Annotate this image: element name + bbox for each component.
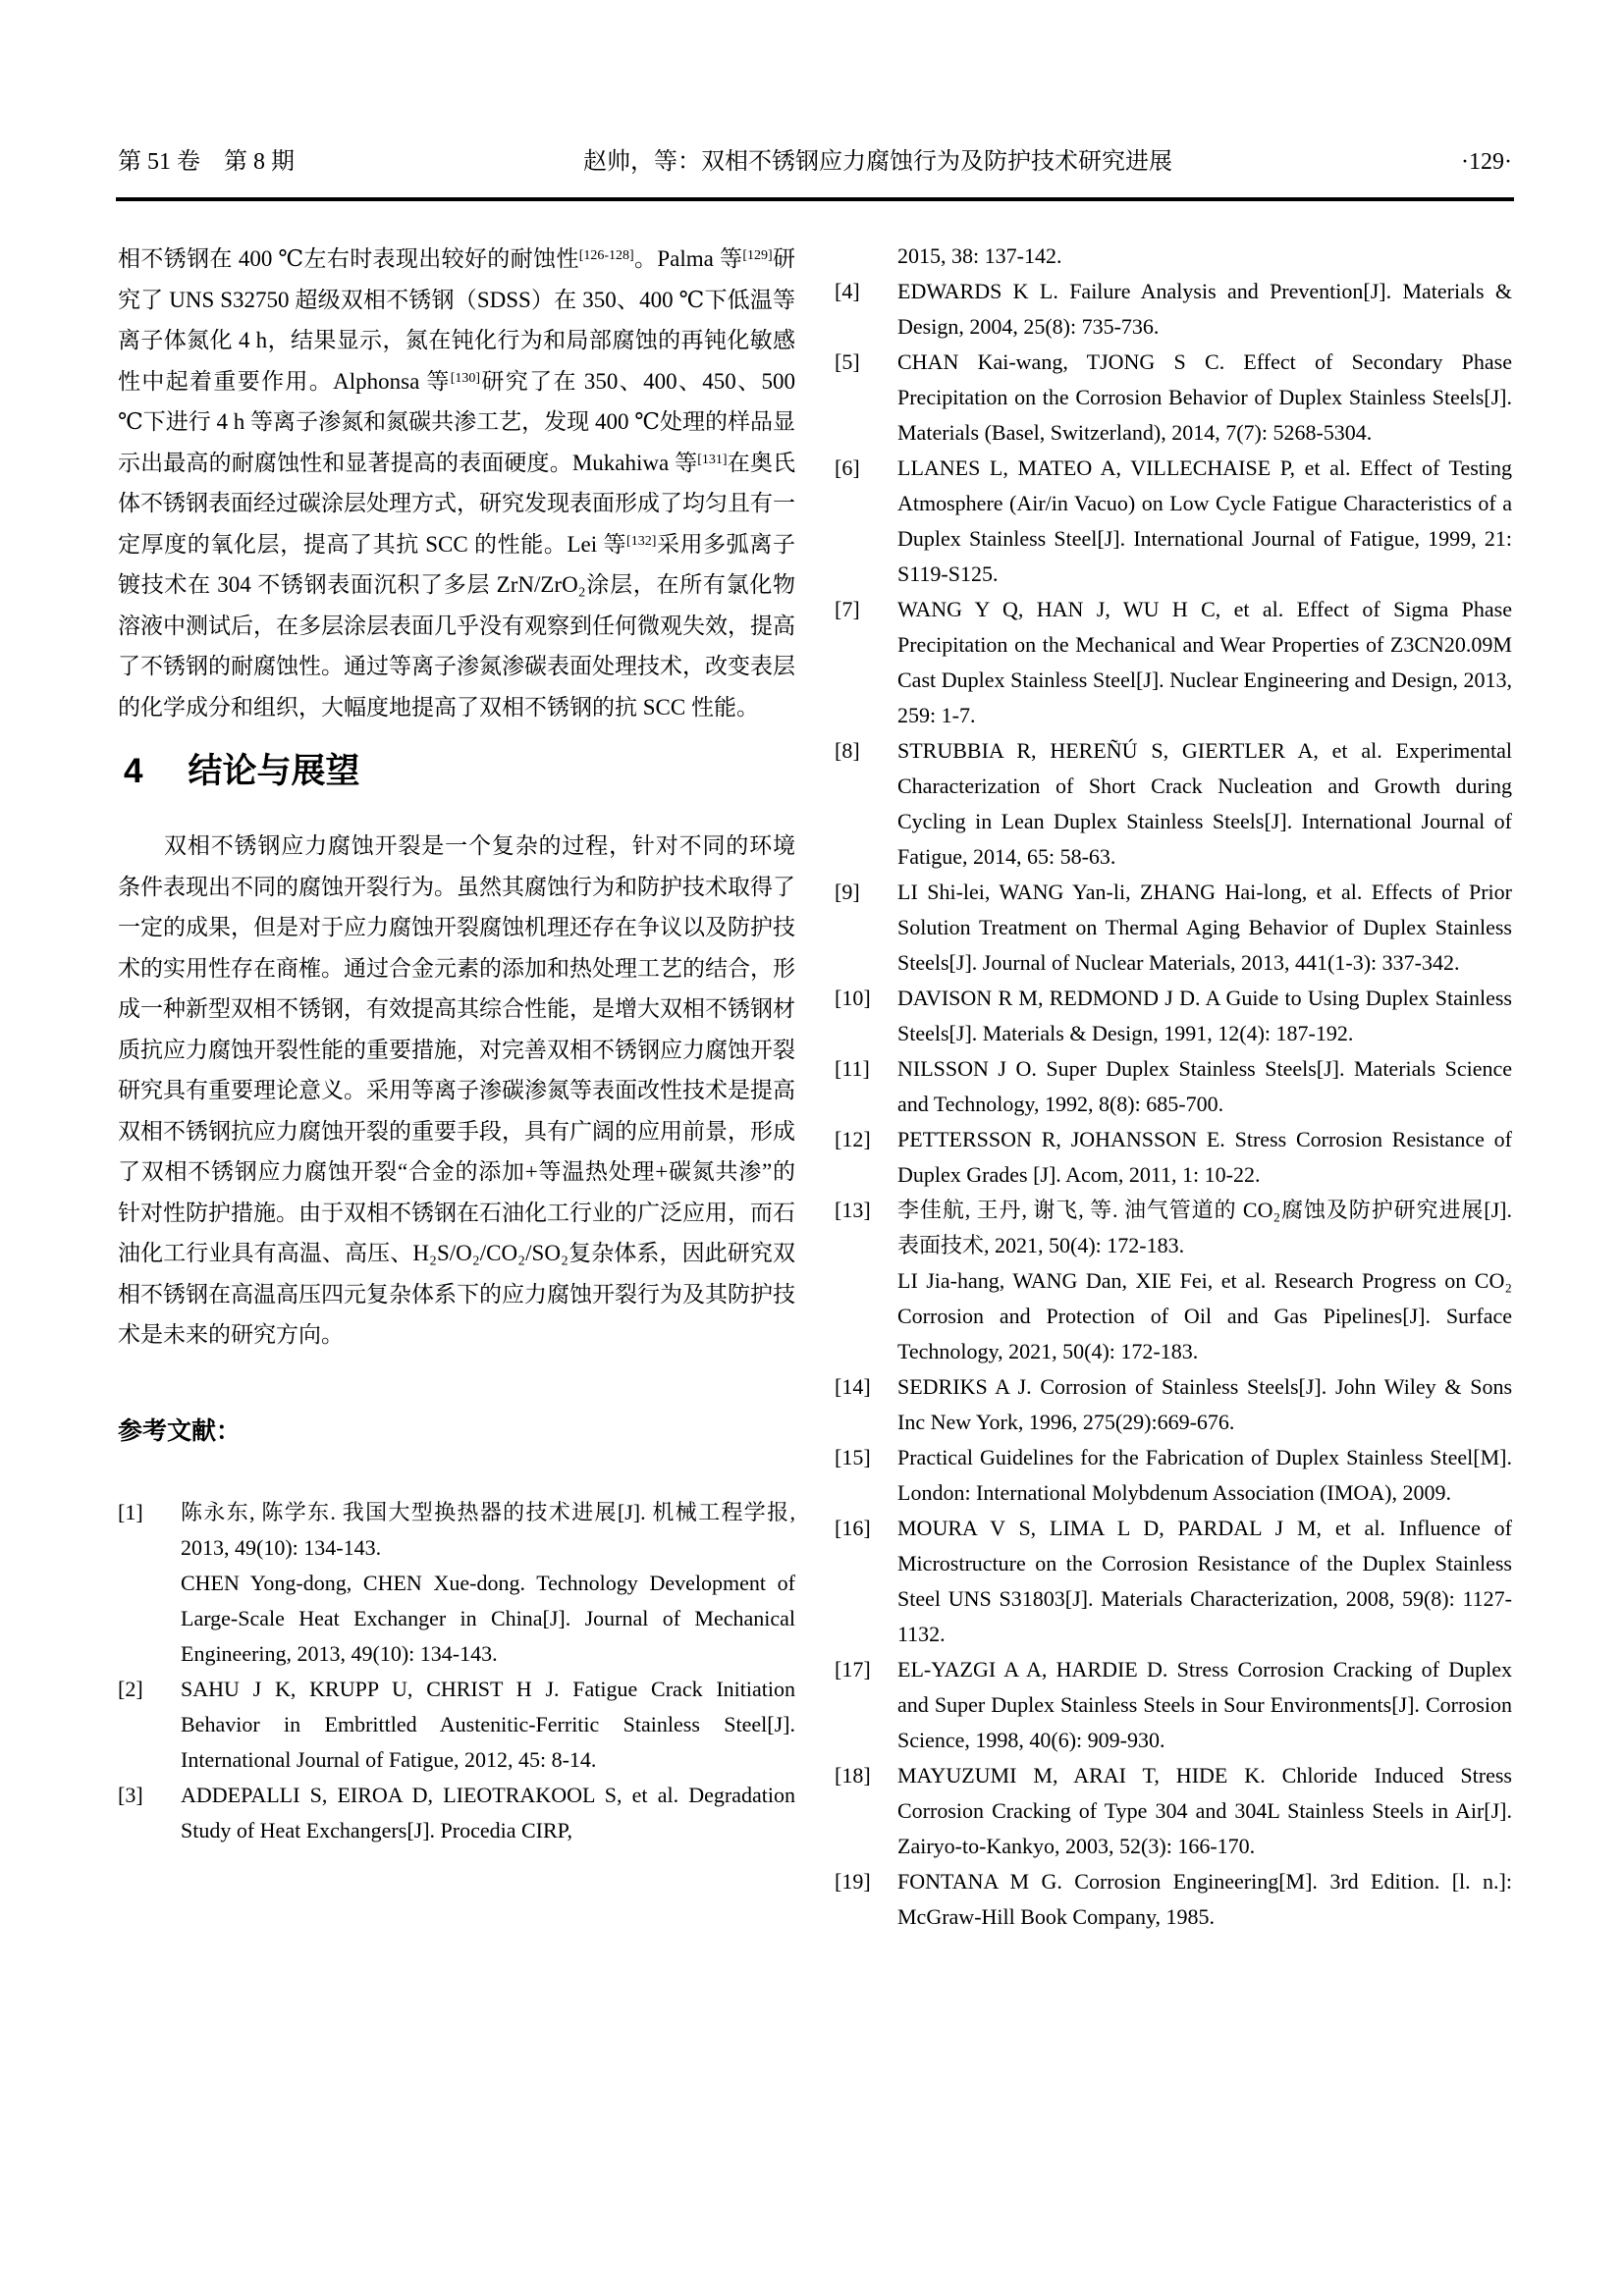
reference-number: [6] — [835, 455, 860, 480]
left-column — [118, 239, 795, 1848]
section-heading — [124, 751, 795, 792]
reference-part: EDWARDS K L. Failure Analysis and Prevention[J]. Materials & Design, 2004, 25(8): 735-736. — [897, 279, 1512, 339]
reference-part: FONTANA M G. Corrosion Engineering[M]. 3rd Edition. [l. n.]: McGraw-Hill Book Company, 1985. — [897, 1869, 1512, 1929]
text-segment: 采用多弧离子镀技术在 304 不锈钢表面沉积了多层 ZrN/ZrO₂涂层，在所有氯化物溶液中测试后，在多层涂层表面几乎没有观察到任何微观失效，提高了不锈钢的耐腐蚀性。通过等离子渗氮渗碳表面处理技术，改变表层的化学成分和组织，大幅度地提高了双相不锈钢的抗 SCC 性能。 — [118, 531, 795, 720]
reference-part: SEDRIKS A J. Corrosion of Stainless Steels[J]. John Wiley & Sons Inc New York, 1996, 275(29):669-676. — [897, 1374, 1512, 1434]
reference-text — [897, 451, 1512, 592]
reference-number: [1] — [118, 1499, 143, 1524]
reference-part: LI Shi-lei, WANG Yan-li, ZHANG Hai-long, et al. Effects of Prior Solution Treatment on Thermal Aging Behavior of Duplex Stainless Steels[J]. Journal of Nuclear Materials, 2013, 441(1-3): 337-342. — [897, 880, 1512, 975]
reference-item — [835, 1122, 1512, 1193]
header-page-number: ·129· — [1461, 149, 1512, 175]
text-segment: 研究了在 350、400、450、500 ℃下进行 4 h 等离子渗氮和氮碳共渗工艺，发现 400 ℃处理的样品显示出最高的耐腐蚀性和显著提高的表面硬度。Mukahiwa 等 — [118, 368, 796, 475]
reference-number: [17] — [835, 1657, 871, 1682]
references-list-left — [118, 1495, 795, 1848]
reference-part: STRUBBIA R, HEREÑÚ S, GIERTLER A, et al. Experimental Characterization of Short Crack Nucleation and Growth during Cycling in Lean Duplex Stainless Steels[J]. International Journal of Fatigue, 2014, 65: 58-63. — [897, 738, 1512, 869]
reference-item — [835, 1652, 1512, 1758]
reference-text — [897, 1511, 1512, 1652]
reference-number: [7] — [835, 597, 860, 621]
reference-item — [835, 1511, 1512, 1652]
reference-number: [15] — [835, 1445, 871, 1469]
reference-item — [835, 239, 1512, 274]
reference-text — [897, 345, 1512, 451]
reference-text — [897, 733, 1512, 875]
text-segment: 。Palma 等 — [633, 246, 743, 271]
reference-part: 李佳航, 王丹, 谢飞, 等. 油气管道的 CO₂腐蚀及防护研究进展[J]. 表面技术, 2021, 50(4): 172-183. — [897, 1198, 1512, 1257]
reference-number: [14] — [835, 1374, 871, 1399]
reference-item — [835, 875, 1512, 981]
reference-item — [835, 1758, 1512, 1864]
reference-number: [4] — [835, 279, 860, 303]
reference-text — [181, 1778, 795, 1848]
references-list-right — [835, 239, 1512, 1935]
reference-part: PETTERSSON R, JOHANSSON E. Stress Corrosion Resistance of Duplex Grades [J]. Acom, 2011, 1: 10-22. — [897, 1127, 1512, 1187]
reference-item — [835, 733, 1512, 875]
reference-item — [835, 274, 1512, 345]
reference-number: [3] — [118, 1782, 143, 1807]
citation-superscript: [131] — [697, 452, 728, 467]
text-segment: 相不锈钢在 400 ℃左右时表现出较好的耐蚀性 — [118, 246, 579, 271]
reference-part: CHAN Kai-wang, TJONG S C. Effect of Secondary Phase Precipitation on the Corrosion Behavior of Duplex Stainless Steels[J]. Materials (Basel, Switzerland), 2014, 7(7): 5268-5304. — [897, 349, 1512, 445]
reference-number: [13] — [835, 1198, 871, 1222]
reference-item — [835, 451, 1512, 592]
reference-number: [5] — [835, 349, 860, 374]
reference-text — [897, 875, 1512, 981]
reference-item — [835, 1193, 1512, 1369]
citation-superscript: [130] — [450, 370, 481, 386]
reference-text — [897, 1758, 1512, 1864]
reference-number: [9] — [835, 880, 860, 904]
reference-part: CHEN Yong-dong, CHEN Xue-dong. Technology Development of Large-Scale Heat Exchanger in China[J]. Journal of Mechanical Engineering, 2013, 49(10): 134-143. — [181, 1570, 795, 1666]
reference-part: NILSSON J O. Super Duplex Stainless Steels[J]. Materials Science and Technology, 1992, 8(8): 685-700. — [897, 1056, 1512, 1116]
reference-number: [8] — [835, 738, 860, 763]
section-title: 结论与展望 — [188, 752, 360, 790]
references-heading: 参考文献： — [118, 1416, 242, 1445]
reference-text — [897, 1440, 1512, 1511]
reference-number: [12] — [835, 1127, 871, 1151]
reference-number: [16] — [835, 1516, 871, 1540]
reference-text — [897, 1051, 1512, 1122]
reference-item — [118, 1672, 795, 1778]
citation-superscript: [129] — [742, 248, 773, 263]
reference-item — [835, 1051, 1512, 1122]
reference-part: 2015, 38: 137-142. — [897, 243, 1062, 268]
text-segment: 研究了 UNS S32750 超级双相不锈钢（SDSS）在 350、400 ℃下低温等离子体氮化 4 h，结果显示，氮在钝化行为和局部腐蚀的再钝化敏感性中起着重要作用。Alphonsa 等 — [118, 246, 796, 394]
reference-text — [897, 592, 1512, 733]
reference-item — [118, 1778, 795, 1848]
header-rule — [116, 197, 1514, 201]
reference-text — [897, 1122, 1512, 1193]
reference-number: [19] — [835, 1869, 871, 1894]
reference-item — [835, 345, 1512, 451]
reference-part: SAHU J K, KRUPP U, CHRIST H J. Fatigue Crack Initiation Behavior in Embrittled Austenitic-Ferritic Stainless Steel[J]. International Journal of Fatigue, 2012, 45: 8-14. — [181, 1676, 795, 1772]
reference-number: [10] — [835, 986, 871, 1010]
reference-text — [897, 1652, 1512, 1758]
citation-superscript: [126-128] — [578, 248, 634, 263]
reference-text — [897, 239, 1512, 274]
reference-text — [897, 1193, 1512, 1369]
reference-number: [18] — [835, 1763, 871, 1788]
reference-item — [835, 1440, 1512, 1511]
reference-item — [835, 592, 1512, 733]
reference-part: ADDEPALLI S, EIROA D, LIEOTRAKOOL S, et al. Degradation Study of Heat Exchangers[J]. Procedia CIRP, — [181, 1782, 795, 1842]
reference-text — [897, 981, 1512, 1051]
conclusion-paragraph: 双相不锈钢应力腐蚀开裂是一个复杂的过程，针对不同的环境条件表现出不同的腐蚀开裂行为。虽然其腐蚀行为和防护技术取得了一定的成果，但是对于应力腐蚀开裂腐蚀机理还存在争议以及防护技术的实用性存在商榷。通过合金元素的添加和热处理工艺的结合，形成一种新型双相不锈钢，有效提高其综合性能，是增大双相不锈钢材质抗应力腐蚀开裂性能的重要措施，对完善双相不锈钢应力腐蚀开裂研究具有重要理论意义。采用等离子渗碳渗氮等表面改性技术是提高双相不锈钢抗应力腐蚀开裂的重要手段，具有广阔的应用前景，形成了双相不锈钢应力腐蚀开裂“合金的添加+等温热处理+碳氮共渗”的针对性防护措施。由于双相不锈钢在石油化工行业的广泛应用，而石油化工行业具有高温、高压、H₂S/O₂/CO₂/SO₂复杂体系，因此研究双相不锈钢在高温高压四元复杂体系下的应力腐蚀开裂行为及其防护技术是未来的研究方向。 — [118, 833, 795, 1347]
text-segment: 在奥氏体不锈钢表面经过碳涂层处理方式，研究发现表面形成了均匀且有一定厚度的氧化层，提高了其抗 SCC 的性能。Lei 等 — [118, 450, 796, 557]
header-volume-issue: 第 51 卷 第 8 期 — [118, 149, 295, 175]
reference-part: 陈永东, 陈学东. 我国大型换热器的技术进展[J]. 机械工程学报, 2013, 49(10): 134-143. — [181, 1499, 795, 1560]
reference-part: MOURA V S, LIMA L D, PARDAL J M, et al. Influence of Microstructure on the Corrosion Resistance of the Duplex Stainless Steel UNS S31803[J]. Materials Characterization, 2008, 59(8): 1127-1132. — [897, 1516, 1512, 1646]
reference-part: MAYUZUMI M, ARAI T, HIDE K. Chloride Induced Stress Corrosion Cracking of Type 304 and 304L Stainless Steels in Air[J]. Zairyo-to-Kankyo, 2003, 52(3): 166-170. — [897, 1763, 1512, 1858]
reference-text — [181, 1495, 795, 1672]
header-running-title: 赵帅，等：双相不锈钢应力腐蚀行为及防护技术研究进展 — [583, 149, 1172, 175]
reference-text — [897, 274, 1512, 345]
reference-number — [835, 239, 897, 274]
citation-superscript: [132] — [626, 533, 657, 549]
reference-text — [897, 1864, 1512, 1935]
body-paragraph-continuation — [118, 239, 795, 727]
reference-part: WANG Y Q, HAN J, WU H C, et al. Effect of Sigma Phase Precipitation on the Mechanical and Wear Properties of Z3CN20.09M Cast Duplex Stainless Steel[J]. Nuclear Engineering and Design, 2013, 259: 1-7. — [897, 597, 1512, 727]
reference-part: EL-YAZGI A A, HARDIE D. Stress Corrosion Cracking of Duplex and Super Duplex Stainless Steels in Sour Environments[J]. Corrosion Science, 1998, 40(6): 909-930. — [897, 1657, 1512, 1752]
reference-number: [2] — [118, 1676, 143, 1701]
right-column — [835, 239, 1512, 1935]
section-number: 4 — [124, 752, 143, 790]
reference-text — [181, 1672, 795, 1778]
reference-part: Practical Guidelines for the Fabrication of Duplex Stainless Steel[M]. London: International Molybdenum Association (IMOA), 2009. — [897, 1445, 1512, 1505]
reference-item — [118, 1495, 795, 1672]
reference-part: DAVISON R M, REDMOND J D. A Guide to Using Duplex Stainless Steels[J]. Materials & Design, 1991, 12(4): 187-192. — [897, 986, 1512, 1045]
reference-part: LLANES L, MATEO A, VILLECHAISE P, et al. Effect of Testing Atmosphere (Air/in Vacuo) on Low Cycle Fatigue Characteristics of a Duplex Stainless Steel[J]. International Journal of Fatigue, 1999, 21: S119-S125. — [897, 455, 1512, 586]
reference-text — [897, 1369, 1512, 1440]
reference-item — [835, 1864, 1512, 1935]
reference-item — [835, 981, 1512, 1051]
reference-part: LI Jia-hang, WANG Dan, XIE Fei, et al. Research Progress on CO₂ Corrosion and Protection of Oil and Gas Pipelines[J]. Surface Technology, 2021, 50(4): 172-183. — [897, 1268, 1512, 1363]
reference-item — [835, 1369, 1512, 1440]
reference-number: [11] — [835, 1056, 870, 1081]
page-header — [118, 147, 1512, 177]
